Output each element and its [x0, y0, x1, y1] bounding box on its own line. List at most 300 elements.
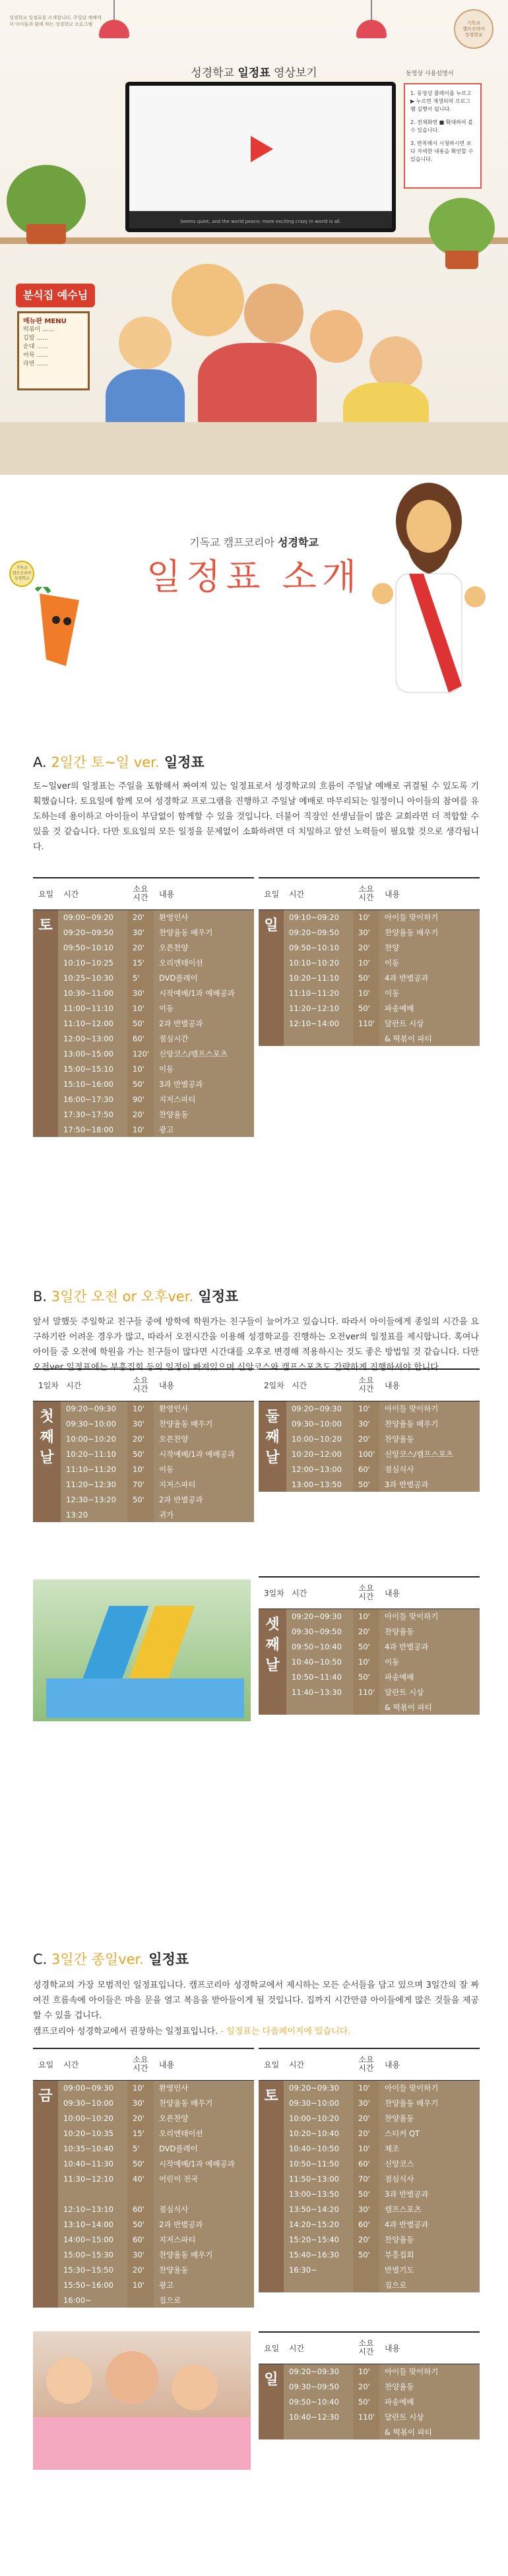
pot-icon [445, 251, 478, 269]
cell-time: 09:20~09:30 [286, 1609, 353, 1624]
header-mins: 소요 시간 [127, 1369, 154, 1401]
section-a [0, 729, 508, 1230]
schedule-table-sunday-c [259, 2331, 480, 2439]
table-row [33, 940, 254, 955]
header-day: 요일 [33, 2048, 58, 2080]
cell-time: 16:00~17:30 [58, 1091, 127, 1107]
cell-time: 14:00~15:00 [58, 2232, 127, 2247]
day-label: 첫 째 날 [33, 1401, 61, 1522]
cell-time: 11:10~12:00 [58, 1016, 127, 1031]
cell-mins: 50' [353, 1477, 379, 1492]
table-row [33, 1122, 254, 1137]
cell-time: 10:35~10:40 [58, 2141, 127, 2156]
cell-mins: 50' [353, 2247, 379, 2262]
cell-activity: 스티커 QT [379, 2126, 480, 2141]
cell-mins: 10' [127, 1061, 154, 1076]
cell-mins: 50' [353, 1639, 379, 1654]
cell-activity: 2과 반별공과 [154, 1016, 254, 1031]
cell-mins: 10' [353, 1401, 379, 1416]
header-activity: 내용 [379, 1577, 480, 1609]
video-guide-title: 동영상 사용설명서 [406, 71, 454, 77]
cell-activity: 찬양 [379, 940, 480, 955]
cell-activity: 오픈찬양 [154, 940, 254, 955]
schedule-table-saturday [33, 877, 254, 1137]
cell-time [284, 1031, 353, 1046]
cell-time: 12:00~13:00 [286, 1461, 353, 1477]
table-row [33, 1046, 254, 1061]
table-row [259, 2171, 480, 2186]
cell-activity [154, 2186, 254, 2201]
header-day: 2일차 [259, 1369, 286, 1401]
cell-activity: 찬양율동 배우기 [379, 1416, 480, 1431]
cell-time: 09:30~09:50 [284, 2379, 353, 2394]
hero-illustration [0, 0, 508, 475]
cell-time: 09:20~09:30 [61, 1401, 127, 1416]
intro [0, 475, 508, 719]
cell-mins: 60' [353, 2156, 379, 2171]
shop-sign: 분식집 예수님 [16, 284, 95, 307]
cell-mins: 50' [353, 2394, 379, 2409]
section-c-title: C. 3일간 종일ver. 일정표 [33, 1951, 189, 1967]
cell-mins: 50' [127, 1076, 154, 1091]
header-mins: 소요 시간 [353, 2048, 379, 2080]
carrot-kid-illustration [26, 587, 92, 673]
video-player[interactable] [125, 82, 396, 232]
cell-activity: 4과 반별공과 [379, 2217, 480, 2232]
plant-icon [429, 198, 495, 257]
table-row [259, 2126, 480, 2141]
header-day: 1일차 [33, 1369, 61, 1401]
table-row [259, 2232, 480, 2247]
header-day: 요일 [259, 2048, 284, 2080]
header-time: 시간 [58, 878, 127, 909]
video-caption: Seems quiet, and the world peace; more exciting crazy in world is all. [180, 219, 341, 224]
table-row [33, 1016, 254, 1031]
cell-mins: 100' [353, 1446, 379, 1461]
cell-time: 11:50~13:00 [284, 2171, 353, 2186]
cell-time: 10:10~10:25 [58, 955, 127, 970]
header-time: 시간 [284, 2332, 353, 2364]
cell-mins: 10' [127, 1461, 154, 1477]
cell-activity: 시작예배/1과 예배공과 [154, 2156, 254, 2171]
cell-mins: 120' [127, 1046, 154, 1061]
table-row [259, 1461, 480, 1477]
character-head [369, 336, 422, 389]
table-row [33, 1031, 254, 1046]
video-screen[interactable] [129, 86, 392, 211]
cell-mins [127, 1507, 154, 1522]
table-row [33, 2292, 254, 2308]
cell-activity: 찬양율동 배우기 [154, 925, 254, 940]
cell-activity: 찬양율동 배우기 [379, 2095, 480, 2110]
schedule-table-sunday [259, 877, 480, 1046]
cell-activity: 달란트 시상 [379, 2409, 480, 2424]
pendant-lamp-icon [356, 20, 387, 38]
table-row [259, 2277, 480, 2292]
cell-mins: 30' [127, 2095, 154, 2110]
cell-time: 09:30~10:00 [286, 1416, 353, 1431]
video-guide [404, 83, 482, 189]
menu-item: 김밥 …… [23, 335, 49, 342]
table-row [33, 1076, 254, 1091]
hero-top-left-text: 성경학교 일정표를 소개합니다. 주일날 예배에서 아이들과 함께 하는 성경학교 프로그램 [9, 15, 102, 27]
table-row [259, 1684, 480, 1700]
cell-mins: 50' [353, 2186, 379, 2201]
table-row [259, 2201, 480, 2217]
cell-time: 15:20~15:40 [284, 2232, 353, 2247]
table-row [33, 2156, 254, 2171]
cell-mins: 60' [353, 2217, 379, 2232]
header-time: 시간 [286, 1369, 353, 1401]
cell-activity: 시작예배/1과 예배공과 [154, 1446, 254, 1461]
cell-time: 13:00~15:00 [58, 1046, 127, 1061]
cell-mins: 60' [127, 2201, 154, 2217]
cell-activity: 아이들 맞이하기 [379, 909, 480, 925]
schedule-table-friday [33, 2048, 254, 2308]
cell-mins: 30' [127, 925, 154, 940]
cell-activity: 오픈찬양 [154, 2110, 254, 2126]
character-head [244, 284, 303, 343]
header-mins: 소요 시간 [353, 878, 379, 909]
cell-activity: 부흥집회 [379, 2247, 480, 2262]
cell-mins: 30' [353, 2201, 379, 2217]
header-activity: 내용 [379, 2332, 480, 2364]
cell-time: 15:40~16:30 [284, 2247, 353, 2262]
cell-mins: 110' [353, 2409, 379, 2424]
character-body [198, 343, 317, 429]
cell-mins: 50' [353, 1000, 379, 1016]
cell-activity: 찬양율동 [154, 2262, 254, 2277]
header-time: 시간 [61, 1369, 127, 1401]
cell-mins: 50' [127, 1016, 154, 1031]
cell-time: 10:20~11:10 [61, 1446, 127, 1461]
cell-activity: 찬양율동 [379, 2379, 480, 2394]
table-row [259, 2110, 480, 2126]
cell-activity: 광고 [154, 1122, 254, 1137]
table-row [259, 2262, 480, 2277]
cell-mins [127, 2186, 154, 2201]
cell-mins: 10' [353, 2141, 379, 2156]
cell-time: 11:40~13:30 [286, 1684, 353, 1700]
table-row [33, 1107, 254, 1122]
cell-mins: 15' [127, 2126, 154, 2141]
cell-activity: 파송예배 [379, 1669, 480, 1684]
header-day: 요일 [33, 878, 58, 909]
cell-activity: 점심식사 [379, 2171, 480, 2186]
cell-time: 11:30~12:10 [58, 2171, 127, 2186]
cell-time: 15:30~15:50 [58, 2262, 127, 2277]
cell-activity: 환영인사 [154, 1401, 254, 1416]
cell-time: 09:00~09:20 [58, 909, 127, 925]
cell-activity: 이동 [154, 1461, 254, 1477]
day-label: 일 [259, 909, 284, 1046]
header-activity: 내용 [154, 1369, 254, 1401]
section-a-body: 토~일ver의 일정표는 주일을 포함해서 짜여져 있는 일정표로서 성경학교의 흐름이 주일날 예배로 귀결될 수 있도록 기획했습니다. 토요일에 함께 모여 성경학교 프로그램을 진행하고 주일날 예배로 마무리되는 일정이니 아이들의 참여를 유도하는데 용이하고 아이들이 부담없이 함께할 수 있을 것입니다. 더불어 직장인 선생님들이 많은 교회라면 더 적합할 수 있을 것 같습니다. 다만 토요일의 모든 일정을 문제없이 소화하려면 더 치밀하고 앞선 노력들이 필요할 것으로 생각됩니다. [33, 782, 479, 852]
cell-time: 11:10~11:20 [284, 985, 353, 1000]
cell-time: 17:30~17:50 [58, 1107, 127, 1122]
table-row [33, 2217, 254, 2232]
badge-line-1: 기독교 [466, 20, 481, 26]
cell-time: 09:20~09:50 [58, 925, 127, 940]
header-mins: 소요 시간 [353, 1369, 379, 1401]
cell-time: 11:20~12:10 [284, 1000, 353, 1016]
table-row [33, 2171, 254, 2186]
cell-mins: 10' [353, 2364, 379, 2379]
cell-activity: 이동 [379, 985, 480, 1000]
table-row [33, 1416, 254, 1431]
header-time: 시간 [284, 878, 353, 909]
cell-time: 09:50~10:10 [58, 940, 127, 955]
cell-mins: 50' [127, 1446, 154, 1461]
cell-time: 10:00~10:20 [61, 1431, 127, 1446]
cell-activity: 이동 [379, 1654, 480, 1669]
cell-mins: 110' [353, 1016, 379, 1031]
cell-time: 10:20~11:10 [284, 970, 353, 985]
cell-activity: 귀가 [154, 1507, 254, 1522]
day-label: 금 [33, 2080, 58, 2308]
cell-mins: 70' [353, 2171, 379, 2186]
cell-time: 10:40~12:30 [284, 2409, 353, 2424]
header-mins: 소요 시간 [353, 2332, 379, 2364]
table-row [33, 1401, 254, 1416]
cell-mins: 10' [353, 985, 379, 1000]
table-row [259, 2186, 480, 2201]
cell-time: 10:40~11:30 [58, 2156, 127, 2171]
cell-activity: DVD플레이 [154, 2141, 254, 2156]
menu-item: 어묵 …… [23, 352, 49, 359]
cell-activity: 오픈찬양 [154, 1431, 254, 1446]
cell-time: 09:30~09:50 [286, 1624, 353, 1639]
cell-activity: 2과 반별공과 [154, 2217, 254, 2232]
cell-mins: 20' [353, 2232, 379, 2247]
cell-activity: 4과 반별공과 [379, 1639, 480, 1654]
cell-activity: 3과 반별공과 [379, 2186, 480, 2201]
cell-mins: 20' [353, 940, 379, 955]
day-label: 토 [259, 2080, 284, 2292]
table-row [33, 2095, 254, 2110]
cell-mins: 30' [127, 985, 154, 1000]
table-row [259, 1016, 480, 1031]
cell-mins: 60' [127, 2232, 154, 2247]
cell-time: 09:30~10:00 [61, 1416, 127, 1431]
cell-mins [353, 2262, 379, 2277]
cell-mins [353, 1031, 379, 1046]
cell-mins: 10' [353, 2080, 379, 2095]
table-row [33, 2126, 254, 2141]
table-row [33, 2201, 254, 2217]
camp-badge [454, 9, 493, 49]
cell-mins: 60' [353, 1461, 379, 1477]
table-row [259, 1401, 480, 1416]
cell-time: 10:20~12:00 [286, 1446, 353, 1461]
cell-time: 09:50~10:40 [286, 1639, 353, 1654]
table-row [259, 985, 480, 1000]
cell-mins: 10' [127, 2277, 154, 2292]
schedule-table-day2 [259, 1368, 480, 1492]
cell-time: 11:00~11:10 [58, 1000, 127, 1016]
cell-activity: 점심식사 [379, 1461, 480, 1477]
cell-activity: 찬양율동 [154, 1107, 254, 1122]
cell-activity: 2과 반별공과 [154, 1492, 254, 1507]
cell-mins: 20' [127, 909, 154, 925]
camp-logo: 기독교 캠프코리아 성경학교 [9, 561, 34, 587]
cell-time [284, 2424, 353, 2439]
cell-time: 10:50~11:50 [284, 2156, 353, 2171]
header-mins: 소요 시간 [127, 878, 154, 909]
cell-activity: 지저스파티 [154, 1477, 254, 1492]
cell-mins [353, 2277, 379, 2292]
table-row [259, 1700, 480, 1715]
day-label: 토 [33, 909, 58, 1137]
table-row [259, 1000, 480, 1016]
cell-activity: 캠프스포츠 [379, 2201, 480, 2217]
play-icon[interactable] [251, 136, 273, 162]
cell-time: 09:10~09:20 [284, 909, 353, 925]
counter [0, 422, 508, 475]
table-row [259, 2095, 480, 2110]
table-row [33, 2186, 254, 2201]
cell-activity: 아이들 맞이하기 [379, 2080, 480, 2095]
header-activity: 내용 [379, 878, 480, 909]
day-label: 일 [259, 2364, 284, 2439]
cell-activity: 아이들 맞이하기 [379, 2364, 480, 2379]
header-time: 시간 [284, 2048, 353, 2080]
cell-mins: 20' [353, 1431, 379, 1446]
cell-time: 10:20~10:40 [284, 2126, 353, 2141]
table-row [259, 970, 480, 985]
table-row [33, 1091, 254, 1107]
day-label: 둘 째 날 [259, 1401, 286, 1492]
cell-mins: 50' [127, 2156, 154, 2171]
cell-activity: 지저스파티 [154, 2232, 254, 2247]
cell-time: 13:00~13:50 [286, 1477, 353, 1492]
cell-activity: 체조 [379, 2141, 480, 2156]
cell-mins: 70' [127, 1477, 154, 1492]
table-row [259, 2217, 480, 2232]
cell-time: 09:20~09:30 [286, 1401, 353, 1416]
cell-time: 09:30~10:00 [58, 2095, 127, 2110]
cell-mins: 40' [127, 2171, 154, 2186]
character-head [119, 317, 172, 369]
table-row [259, 2141, 480, 2156]
table-row [33, 2262, 254, 2277]
cell-mins: 30' [353, 1416, 379, 1431]
cell-activity: 지저스파티 [154, 1091, 254, 1107]
table-row [33, 970, 254, 985]
cell-time: 12:00~13:00 [58, 1031, 127, 1046]
cell-time: 10:40~10:50 [284, 2141, 353, 2156]
cell-activity: 오리엔테이션 [154, 955, 254, 970]
table-row [259, 2409, 480, 2424]
cell-time: 09:20~09:50 [284, 925, 353, 940]
cell-activity: 환영인사 [154, 2080, 254, 2095]
table-row [259, 1624, 480, 1639]
cell-activity: 찬양율동 배우기 [154, 2247, 254, 2262]
cell-activity: 반별기도 [379, 2262, 480, 2277]
cell-activity: 찬양율동 배우기 [154, 1416, 254, 1431]
table-row [33, 1507, 254, 1522]
table-row [259, 2080, 480, 2095]
header-time: 시간 [286, 1577, 353, 1609]
cell-time [58, 2186, 127, 2201]
cell-activity: 찬양율동 배우기 [379, 925, 480, 940]
cell-activity: 3과 반별공과 [379, 1477, 480, 1492]
table-row [259, 1639, 480, 1654]
menu-item: 순대 …… [23, 344, 49, 350]
header-time: 시간 [58, 2048, 127, 2080]
cell-activity: 집으로 [154, 2292, 254, 2308]
table-row [33, 1061, 254, 1076]
schedule-table-day1 [33, 1368, 254, 1522]
cell-mins [353, 2424, 379, 2439]
cell-mins: 20' [127, 2110, 154, 2126]
cell-time [286, 1700, 353, 1715]
cell-activity: 찬양율동 [379, 2110, 480, 2126]
cell-time: 15:00~15:30 [58, 2247, 127, 2262]
cell-activity: 집으로 [379, 2277, 480, 2292]
cell-mins: 20' [127, 1107, 154, 1122]
character-head [172, 264, 244, 336]
cell-activity: 광고 [154, 2277, 254, 2292]
cell-activity: 이동 [154, 1000, 254, 1016]
waterpark-photo [33, 1579, 251, 1721]
table-row [33, 2277, 254, 2292]
section-b [0, 1270, 508, 1903]
cell-time: 15:50~16:00 [58, 2277, 127, 2292]
cell-activity: 4과 반별공과 [379, 970, 480, 985]
jesus-illustration [369, 475, 488, 699]
cell-mins: 10' [127, 1122, 154, 1137]
cell-time: 15:10~16:00 [58, 1076, 127, 1091]
schedule-table-saturday-c [259, 2048, 480, 2292]
table-row [259, 1416, 480, 1431]
table-row [33, 1461, 254, 1477]
header-activity: 내용 [154, 2048, 254, 2080]
section-c-body: 성경학교의 가장 모범적인 일정표입니다. 캠프코리아 성경학교에서 제시하는 모든 순서들을 담고 있으며 3일간의 잘 짜여진 흐름속에 아이들은 마음 문을 열고 복음을 받아들이게 될 것입니다. 집까지 시간만큼 아이들에게 많은 것들을 제공할 수 있을 겁니다. [33, 1980, 479, 2021]
table-row [259, 1609, 480, 1624]
cell-time: 10:20~10:35 [58, 2126, 127, 2141]
header-day: 3일차 [259, 1577, 286, 1609]
table-row [33, 925, 254, 940]
table-row [259, 2247, 480, 2262]
video-title: 성경학교 일정표 영상보기 [191, 67, 317, 80]
cell-mins: 5' [127, 2141, 154, 2156]
pendant-lamp-icon [99, 20, 129, 38]
cell-activity: 오리엔테이션 [154, 2126, 254, 2141]
cell-time: 10:00~10:20 [286, 1431, 353, 1446]
table-row [33, 2110, 254, 2126]
cell-activity: 점심식사 [154, 2201, 254, 2217]
table-row [33, 1000, 254, 1016]
cell-activity: 점심시간 [154, 1031, 254, 1046]
cell-activity: & 떡볶이 파티 [379, 1700, 480, 1715]
menu-item: 떡볶이 …… [23, 326, 54, 333]
guide-item: 3. 반복해서 시청하시면 보다 자세한 내용을 확인할 수 있습니다. [410, 140, 474, 162]
cell-mins: 50' [127, 1492, 154, 1507]
cell-activity: 파송예배 [379, 1000, 480, 1016]
cell-time: 10:00~10:20 [284, 2110, 353, 2126]
cell-mins: 110' [353, 1684, 379, 1700]
table-row [33, 2247, 254, 2262]
cell-activity: 파송예배 [379, 2394, 480, 2409]
guide-item: 2. 전체화면 ■ 확대하여 볼 수 있습니다. [410, 119, 473, 133]
table-row [33, 2232, 254, 2247]
pot-icon [26, 224, 66, 244]
cell-time: 09:20~09:30 [284, 2080, 353, 2095]
cell-activity: 아이들 맞이하기 [379, 1401, 480, 1416]
cell-mins: 20' [127, 940, 154, 955]
cell-activity: 달란트 시상 [379, 1684, 480, 1700]
